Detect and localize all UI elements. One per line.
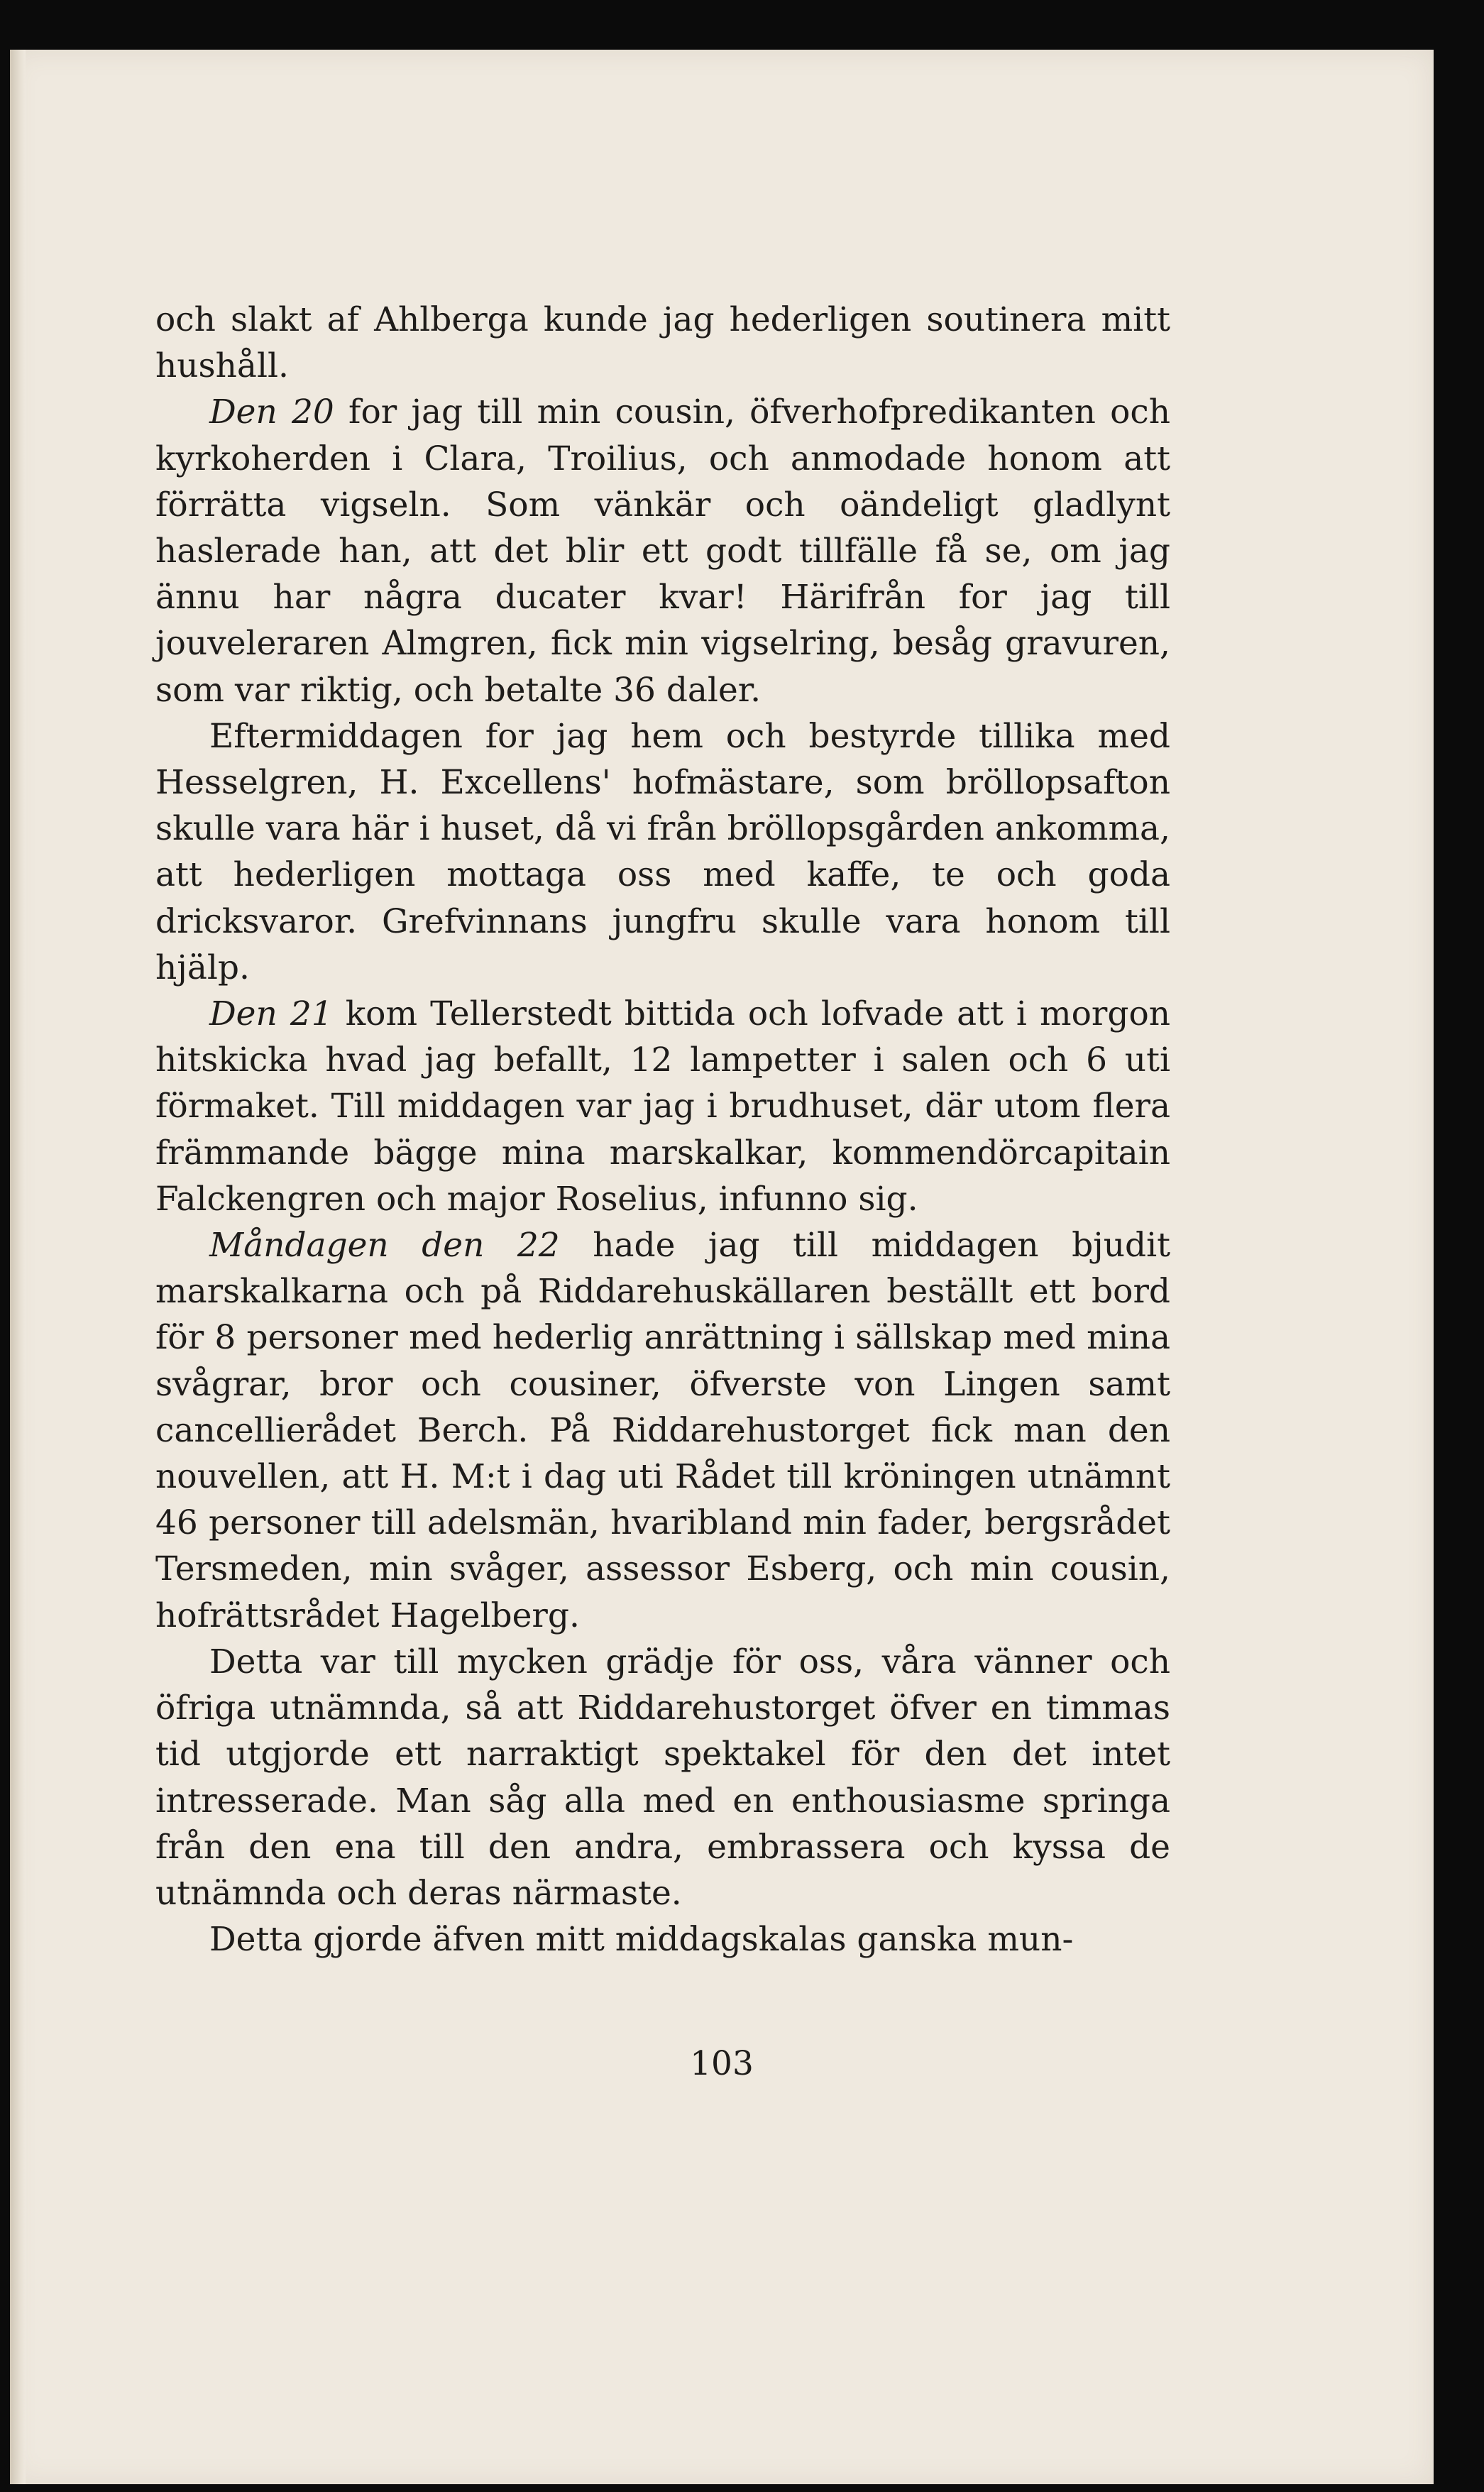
body-text [155, 297, 1170, 1963]
page-number: 103 [690, 2044, 754, 2083]
paragraph-text: for jag till min cousin, öfverhofpredikanten och kyrkoherden i Clara, Troilius, och anmodade honom att förrätta vigseln. Som vänkär och oändeligt gladlynt haslerade han, att det blir ett godt tillfälle få se, om jag ännu har några ducater kvar! Härifrån for jag till jouveleraren Almgren, fick min vigselring, besåg gravuren, som var riktig, och betalte 36 daler. [155, 393, 1170, 710]
paragraph-6 [155, 1639, 1170, 1916]
book-page [10, 50, 1434, 2484]
date-lead: Den 21 [209, 994, 333, 1034]
paragraph-3 [155, 713, 1170, 991]
paragraph-1 [155, 297, 1170, 389]
paragraph-text: Eftermiddagen for jag hem och bestyrde tillika med Hesselgren, H. Excellens' hofmästare, som bröllopsafton skulle vara här i huset, då vi från bröllopsgården ankomma, att hederligen mottaga oss med kaffe, te och goda dricksvaror. Grefvinnans jungfru skulle vara honom till hjälp. [155, 716, 1170, 987]
paragraph-text: hade jag till middagen bjudit marskalkarna och på Riddarehuskällaren beställt ett bord för 8 personer med hederlig anrättning i sällskap med mina svågrar, bror och cousiner, öfverste von Lingen samt cancellierådet Berch. På Riddarehustorget fick man den nouvellen, att H. M:t i dag uti Rådet till kröningen utnämnt 46 personer till adelsmän, hvaribland min fader, bergsrådet Tersmeden, min svåger, assessor Esberg, och min cousin, hofrättsrådet Hagelberg. [155, 1226, 1171, 1635]
page-binding-edge [10, 50, 26, 2484]
paragraph-4 [155, 991, 1170, 1222]
paragraph-7 [155, 1916, 1170, 1963]
date-lead: Den 20 [209, 393, 334, 432]
paragraph-text: kom Tellerstedt bittida och lofvade att i morgon hitskicka hvad jag befallt, 12 lampetter i salen och 6 uti förmaket. Till middagen var jag i brudhuset, där utom flera främmande bägge mina marskalkar, kommendörcapitain Falckengren och major Roselius, infunno sig. [155, 994, 1171, 1219]
paragraph-2 [155, 389, 1170, 713]
paragraph-text: Detta var till mycken grädje för oss, våra vänner och öfriga utnämnda, så att Riddarehustorget öfver en timmas tid utgjorde ett narraktigt spektakel för den det intet intresserade. Man såg alla med en enthousiasme springa från den ena till den andra, embrassera och kyssa de utnämnda och deras närmaste. [155, 1642, 1170, 1913]
date-lead: Måndagen den 22 [209, 1226, 560, 1266]
paragraph-text: Detta gjorde äfven mitt middagskalas ganska mun- [209, 1920, 1074, 1960]
paragraph-text: och slakt af Ahlberga kunde jag hederligen soutinera mitt hushåll. [155, 300, 1170, 386]
paragraph-5 [155, 1222, 1170, 1639]
